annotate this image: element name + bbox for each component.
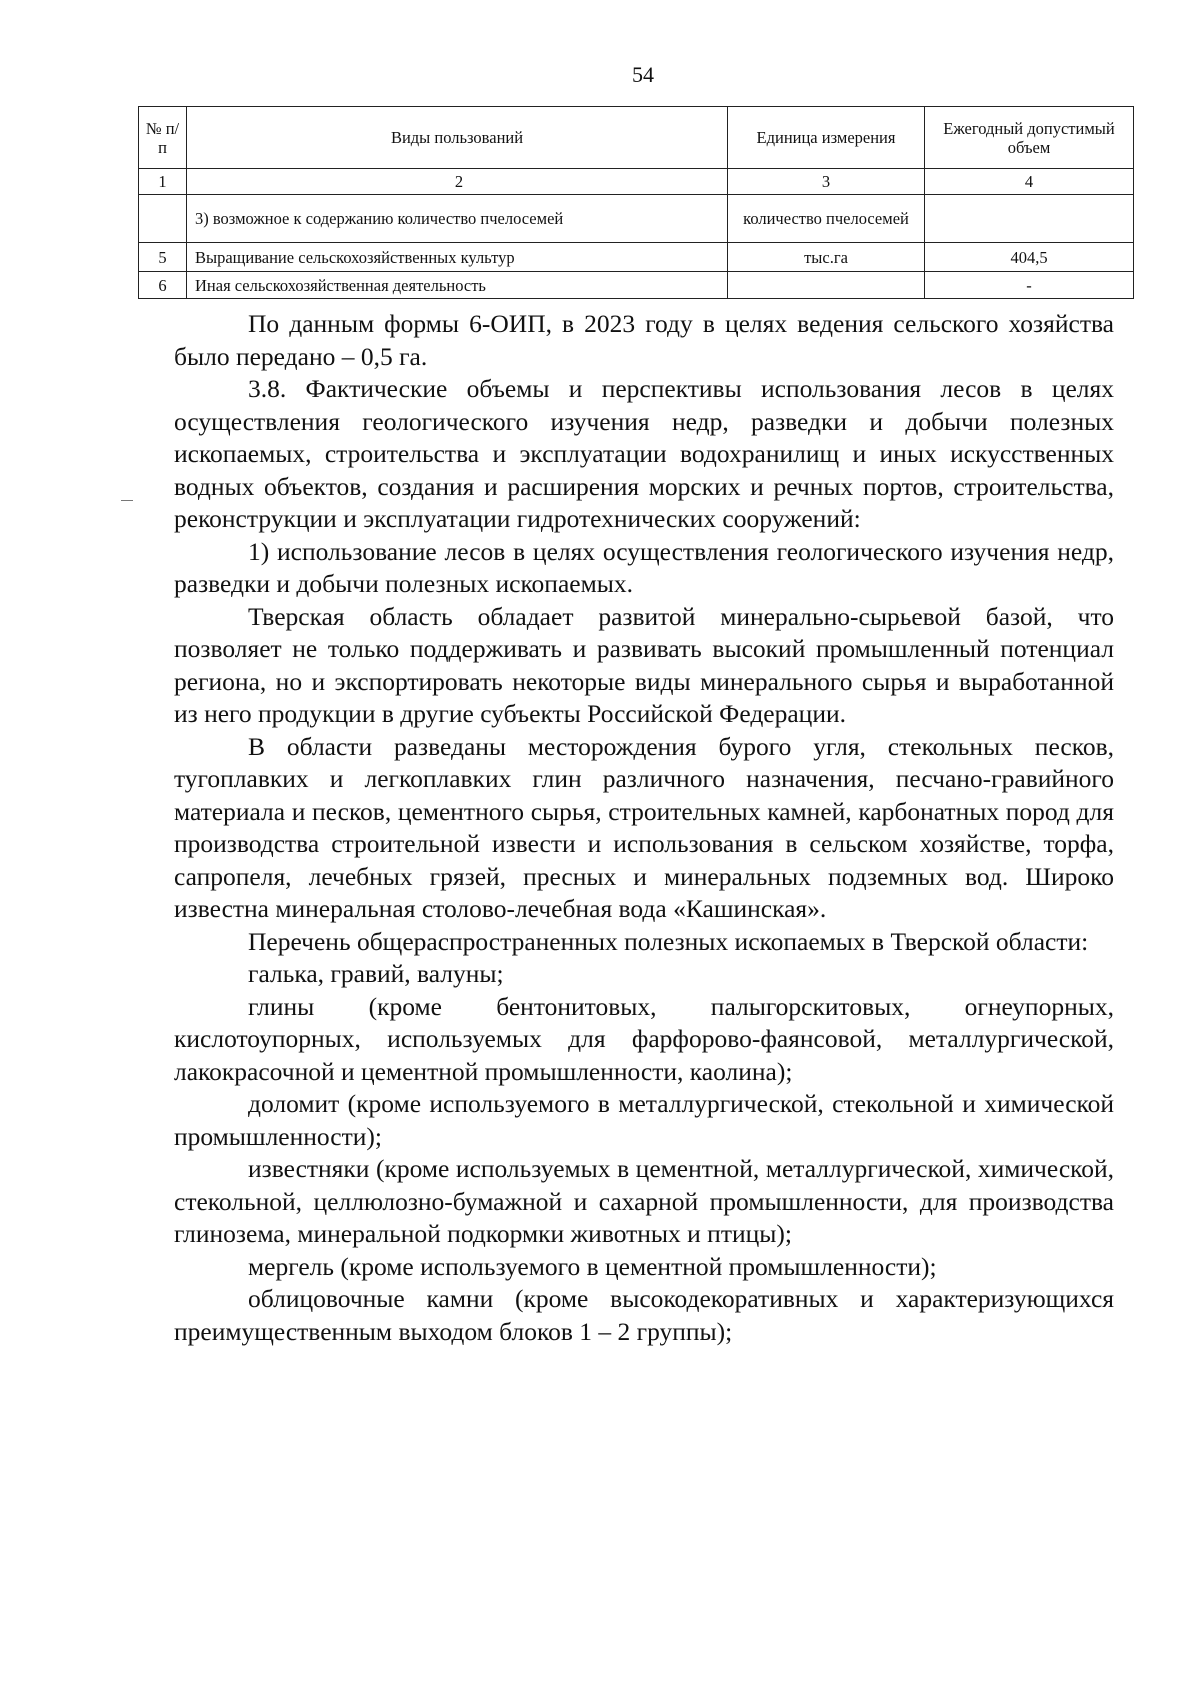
row-volume: - [925,272,1134,299]
paragraph-geological-use: 1) использование лесов в целях осуществления геологического изучения недр, разведки и добычи полезных ископаемых. [174,536,1114,598]
header-unit: Единица измерения [728,107,925,169]
row-number: 6 [139,272,187,299]
row-usage-type: 3) возможное к содержанию количество пчелосемей [187,195,728,243]
column-number: 1 [139,169,187,195]
paragraph-minerals-list-intro: Перечень общераспространенных полезных ископаемых в Тверской области: [248,926,1089,956]
table-column-numbers-row [139,169,1134,195]
table-header-row [139,107,1134,169]
column-number: 3 [728,169,925,195]
table-row [139,272,1134,299]
row-number: 5 [139,243,187,272]
header-annual-volume: Ежегодный допустимый объем [925,107,1134,169]
row-usage-type: Выращивание сельскохозяйственных культур [187,243,728,272]
paragraph-deposits: В области разведаны месторождения бурого угля, стекольных песков, тугоплавких и легкоплавких глин различного назначения, песчано-гравийного материала и песков, цементного сырья, строительных камней, карбонатных пород для производства строительной извести и использования в сельском хозяйстве, торфа, сапропеля, лечебных грязей, пресных и минеральных подземных вод. Широко известна минеральная столово-лечебная вода «Кашинская». [174,731,1114,923]
header-number: № п/п [139,107,187,169]
list-item: глины (кроме бентонитовых, палыгорскитовых, огнеупорных, кислотоупорных, используемых для фарфорово-фаянсовой, металлургической, лакокрасочной и цементной промышленности, каолина); [174,991,1114,1086]
list-item: облицовочные камни (кроме высокодекоративных и характеризующихся преимущественным выходом блоков 1 – 2 группы); [174,1284,1114,1346]
forest-usage-table [138,106,1134,299]
paragraph-section-3-8: 3.8. Фактические объемы и перспективы использования лесов в целях осуществления геологического изучения недр, разведки и добычи полезных ископаемых, строительства и эксплуатации водохранилищ и иных искусственных водных объектов, создания и расширения морских и речных портов, строительства, реконструкции и эксплуатации гидротехнических сооружений: [174,374,1114,533]
row-unit: количество пчелосемей [728,195,925,243]
scan-margin-mark [121,500,133,501]
list-item: известняки (кроме используемых в цементной, металлургической, химической, стекольной, целлюлозно-бумажной и сахарной промышленности, для производства глинозема, минеральной подкормки животных и птицы); [174,1154,1114,1248]
paragraph-transfer-info: По данным формы 6-ОИП, в 2023 году в целях ведения сельского хозяйства было передано – 0,5 га. [174,309,1114,371]
row-unit [728,272,925,299]
row-volume: 404,5 [925,243,1134,272]
list-item: мергель (кроме используемого в цементной промышленности); [248,1251,937,1281]
row-unit: тыс.га [728,243,925,272]
list-item: доломит (кроме используемого в металлургической, стекольной и химической промышленности); [174,1089,1114,1151]
table-row [139,243,1134,272]
row-number [139,195,187,243]
row-volume [925,195,1134,243]
page-number: 54 [632,62,654,87]
column-number: 4 [925,169,1134,195]
table-row [139,195,1134,243]
paragraph-mineral-base: Тверская область обладает развитой минерально-сырьевой базой, что позволяет не только поддерживать и развивать высокий промышленный потенциал региона, но и экспортировать некоторые виды минерального сырья и выработанной из него продукции в другие субъекты Российской Федерации. [174,601,1114,728]
row-usage-type: Иная сельскохозяйственная деятельность [187,272,728,299]
header-usage-type: Виды пользований [187,107,728,169]
list-item: галька, гравий, валуны; [248,959,504,988]
document-body [174,308,1114,1348]
column-number: 2 [187,169,728,195]
